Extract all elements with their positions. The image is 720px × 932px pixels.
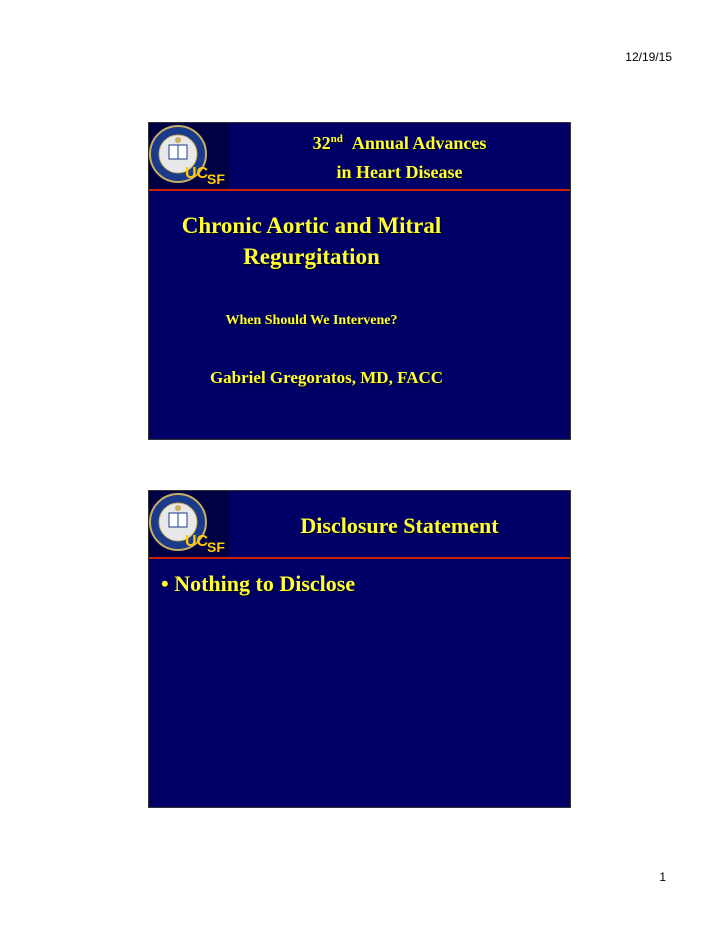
author: Gabriel Gregoratos, MD, FACC — [209, 368, 444, 387]
slide-subtitle: When Should We Intervene? — [225, 313, 398, 328]
svg-text:SF: SF — [207, 539, 225, 555]
slide-1 — [148, 122, 571, 440]
slide-2 — [148, 490, 571, 808]
print-date: 12/19/15 — [625, 50, 672, 64]
svg-text:SF: SF — [207, 171, 225, 187]
header-rule — [149, 189, 570, 191]
svg-text:UC: UC — [185, 533, 209, 550]
ucsf-seal-icon — [149, 123, 229, 189]
slide-title: Disclosure Statement — [300, 513, 499, 538]
bullet-item: • Nothing to Disclose — [161, 571, 356, 596]
conference-title-line2: in Heart Disease — [336, 162, 463, 182]
slide-title-line1: Chronic Aortic and Mitral — [181, 213, 442, 238]
ucsf-seal-icon — [149, 491, 229, 557]
header-rule — [149, 557, 570, 559]
slide-title-line2: Regurgitation — [243, 244, 380, 269]
page-number: 1 — [659, 870, 666, 884]
svg-text:UC: UC — [185, 165, 209, 182]
conference-title-line1: 32nd Annual Advances — [312, 133, 487, 153]
